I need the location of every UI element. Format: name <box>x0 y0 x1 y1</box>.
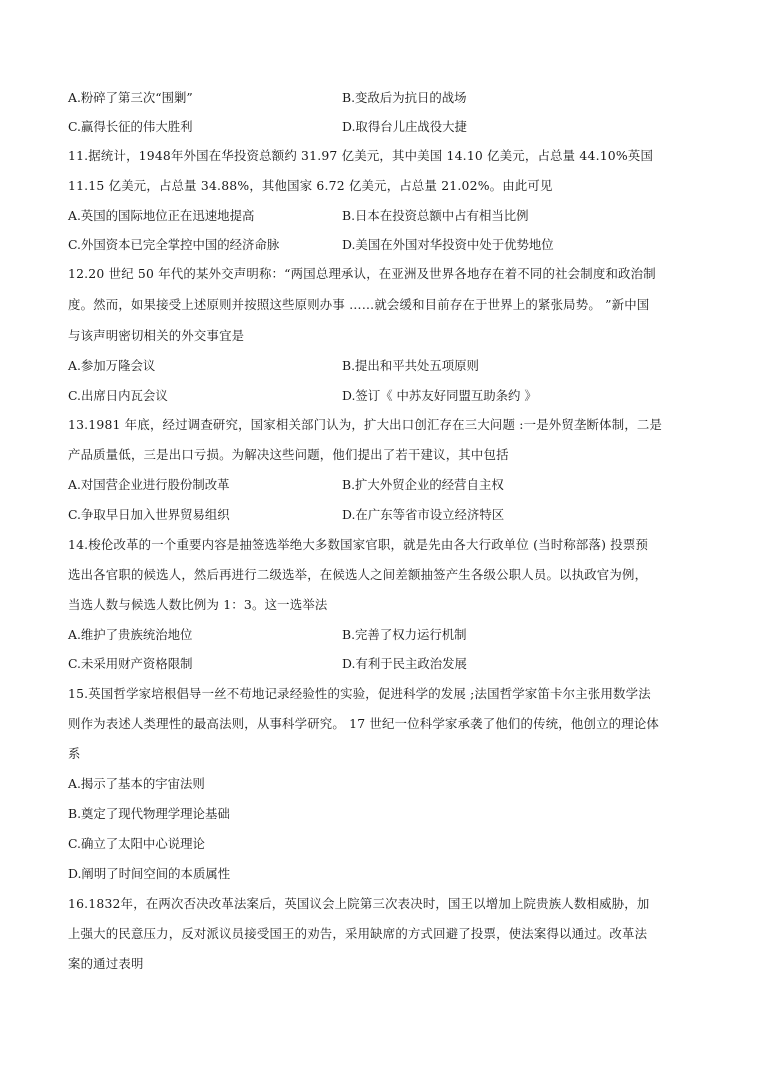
q11-option-d: D.美国在外国对华投资中处于优势地位 <box>342 237 554 252</box>
q10-option-c: C.赢得长征的伟大胜利 <box>68 119 193 134</box>
q13-stem-line-2: 产品质量低，三是出口亏损。为解决这些问题，他们提出了若干建议，其中包括 <box>68 447 509 462</box>
q15-option-b: B.奠定了现代物理学理论基础 <box>68 806 230 821</box>
q14-option-c: C.未采用财产资格限制 <box>68 656 193 671</box>
q14-stem-line-1: 14.梭伦改革的一个重要内容是抽签选举绝大多数国家官职，就是先由各大行政单位 (当时称部落) 投票预 <box>68 537 649 552</box>
q12-option-b: B.提出和平共处五项原则 <box>342 358 479 373</box>
q13-option-c: C.争取早日加入世界贸易组织 <box>68 507 230 522</box>
q13-stem-line-1: 13.1981 年底，经过调查研究，国家相关部门认为，扩大出口创汇存在三大问题 :一是外贸垄断体制，二是 <box>68 417 663 432</box>
q16-stem-line-2: 上强大的民意压力，反对派议员接受国王的劝告，采用缺席的方式回避了投票，使法案得以通过。改革法 <box>68 926 648 941</box>
q10-option-a: A.粉碎了第三次“围剿” <box>68 90 193 105</box>
q10-option-d: D.取得台儿庄战役大捷 <box>342 119 467 134</box>
q15-option-c: C.确立了太阳中心说理论 <box>68 836 205 851</box>
q14-option-b: B.完善了权力运行机制 <box>342 627 467 642</box>
q14-option-d: D.有利于民主政治发展 <box>342 656 467 671</box>
q16-stem-line-3: 案的通过表明 <box>68 956 144 971</box>
q13-option-b: B.扩大外贸企业的经营自主权 <box>342 477 504 492</box>
q12-stem-line-3: 与该声明密切相关的外交事宜是 <box>68 328 245 343</box>
q16-stem-line-1: 16.1832年，在两次否决改革法案后，英国议会上院第三次表决时，国王以增加上院贵族人数相威胁，加 <box>68 896 650 911</box>
q12-stem-line-1: 12.20 世纪 50 年代的某外交声明称：“两国总理承认，在亚洲及世界各地存在着不同的社会制度和政治制 <box>68 266 656 281</box>
q10-option-b: B.变敌后为抗日的战场 <box>342 90 467 105</box>
q14-stem-line-3: 当选人数与候选人数比例为 1：3。这一选举法 <box>68 597 328 612</box>
q12-stem-line-2: 度。然而，如果接受上述原则并按照这些原则办事 ……就会缓和目前存在于世界上的紧张局势。 ”新中国 <box>68 297 650 312</box>
q15-stem-line-3: 系 <box>68 746 81 761</box>
q11-stem-line-2: 11.15 亿美元，占总量 34.88%，其他国家 6.72 亿美元，占总量 21.02%。由此可见 <box>68 178 553 193</box>
q15-stem-line-2: 则作为表述人类理性的最高法则，从事科学研究。 17 世纪一位科学家承袭了他们的传统，他创立的理论体 <box>68 716 660 731</box>
q12-option-d: D.签订《 中苏友好同盟互助条约 》 <box>342 388 537 403</box>
q15-option-d: D.阐明了时间空间的本质属性 <box>68 866 231 881</box>
q15-stem-line-1: 15.英国哲学家培根倡导一丝不苟地记录经验性的实验，促进科学的发展 ;法国哲学家笛卡尔主张用数学法 <box>68 686 651 701</box>
q11-option-c: C.外国资本已完全掌控中国的经济命脉 <box>68 237 280 252</box>
q13-option-d: D.在广东等省市设立经济特区 <box>342 507 505 522</box>
q14-stem-line-2: 选出各官职的候选人，然后再进行二级选举，在候选人之间差额抽签产生各级公职人员。以执政官为例， <box>68 567 648 582</box>
q11-option-a: A.英国的国际地位正在迅速地提高 <box>68 208 255 223</box>
q14-option-a: A.维护了贵族统治地位 <box>68 627 193 642</box>
q11-option-b: B.日本在投资总额中占有相当比例 <box>342 208 529 223</box>
q12-option-c: C.出席日内瓦会议 <box>68 388 168 403</box>
q12-option-a: A.参加万隆会议 <box>68 358 156 373</box>
q15-option-a: A.揭示了基本的宇宙法则 <box>68 776 205 791</box>
q13-option-a: A.对国营企业进行股份制改革 <box>68 477 230 492</box>
q11-stem-line-1: 11.据统计，1948年外国在华投资总额约 31.97 亿美元，其中美国 14.10 亿美元，占总量 44.10%英国 <box>68 148 654 163</box>
